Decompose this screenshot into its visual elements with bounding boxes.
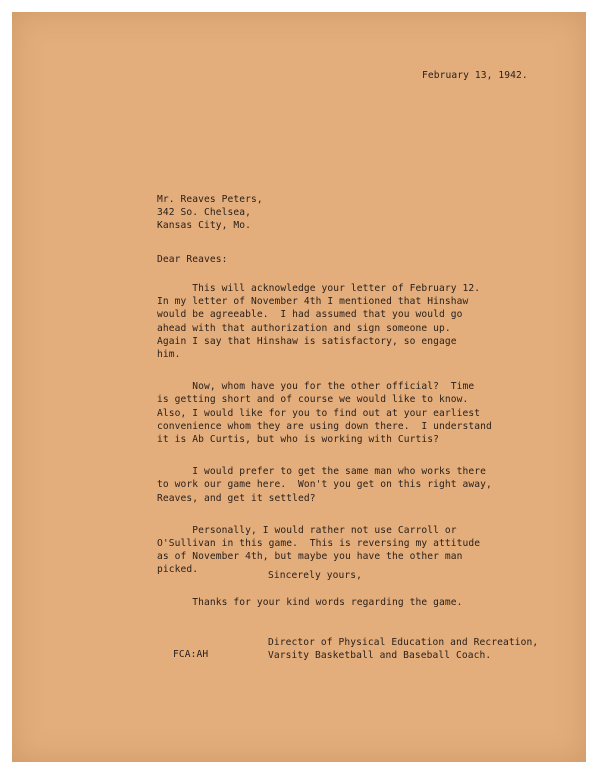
paragraph (157, 465, 502, 505)
text-line: it is Ab Curtis, but who is working with Curtis? (157, 434, 440, 446)
text-line: would be agreeable. I had assumed that you would go (157, 309, 463, 321)
text-line: In my letter of November 4th I mentioned that Hinshaw (157, 296, 469, 308)
signature-title-line: Varsity Basketball and Baseball Coach. (268, 650, 492, 661)
text-line: convenience whom they are using down there. I understand (157, 420, 492, 432)
text-line: I would prefer to get the same man who works there (157, 466, 487, 478)
salutation: Dear Reaves: (157, 254, 228, 265)
text-line: Reaves, and get it settled? (157, 492, 316, 504)
text-line: picked. (157, 564, 199, 576)
text-line: is getting short and of course we would like to know. (157, 394, 469, 406)
text-line: Also, I would like for you to find out at your earliest (157, 407, 481, 419)
closing: Sincerely yours, (268, 570, 363, 581)
text-line: Now, whom have you for the other official? Time (157, 381, 475, 393)
text-line: Personally, I would rather not use Carroll or (157, 524, 457, 536)
typist-initials: FCA:AH (173, 649, 209, 660)
text-line: This will acknowledge your letter of February 12. (157, 283, 481, 294)
recipient-name: Mr. Reaves Peters, (157, 194, 263, 205)
letter-date: February 13, 1942. (422, 70, 528, 81)
recipient-city: Kansas City, Mo. (157, 220, 252, 231)
paragraph (157, 596, 502, 609)
paragraph (157, 282, 502, 361)
text-line: Thanks for your kind words regarding the game. (157, 596, 463, 608)
text-line: him. (157, 349, 181, 361)
letter-page (12, 12, 586, 762)
text-line: to work our game here. Won't you get on this right away, (157, 479, 492, 491)
recipient-address (157, 193, 263, 232)
recipient-street: 342 So. Chelsea, (157, 207, 252, 218)
text-line: ahead with that authorization and sign someone up. (157, 322, 451, 334)
signature-title-line: Director of Physical Education and Recreation, (268, 637, 539, 648)
paragraph (157, 380, 502, 446)
text-line: O'Sullivan in this game. This is reversing my attitude (157, 538, 481, 550)
text-line: Again I say that Hinshaw is satisfactory, so engage (157, 335, 457, 347)
signature-block (268, 636, 538, 662)
text-line: as of November 4th, but maybe you have the other man (157, 551, 463, 563)
paragraph (157, 524, 502, 577)
